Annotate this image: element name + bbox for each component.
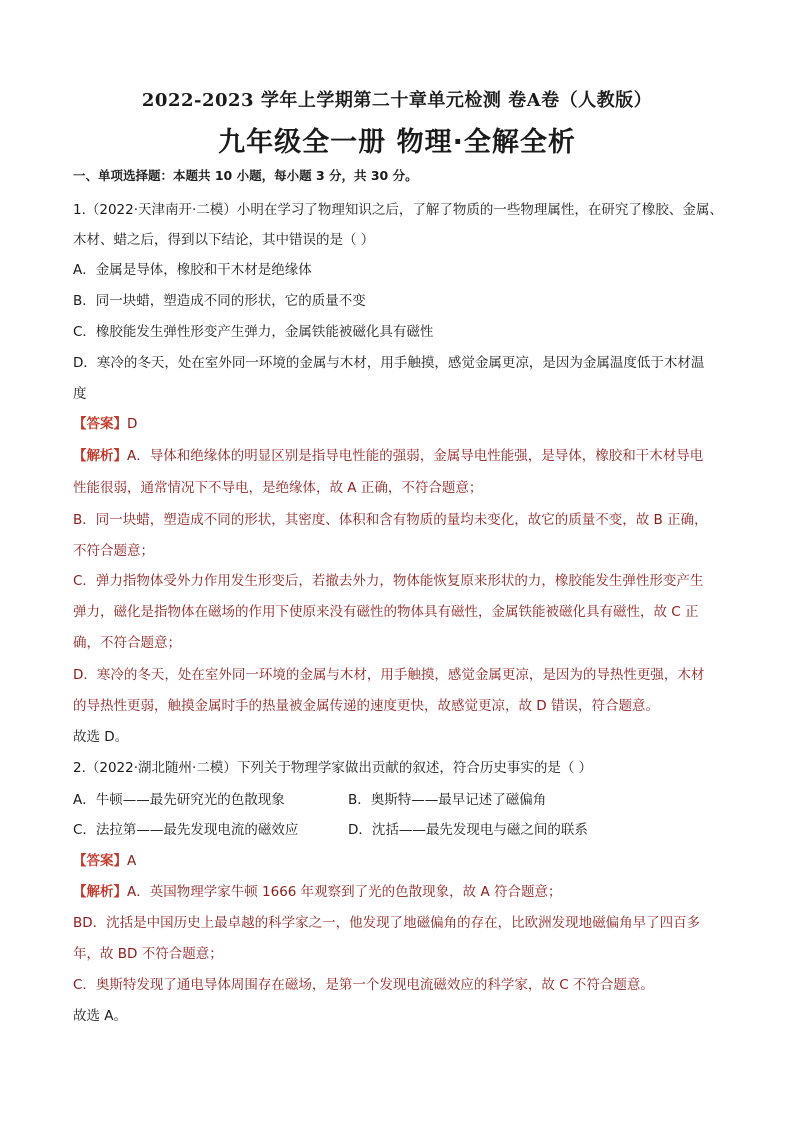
- answer-value: D: [127, 416, 138, 432]
- q1-analysis-d-line2: 的导热性更弱，触摸金属时手的热量被金属传递的速度更快，故感觉更凉，故 D 错误，符合题意。: [73, 698, 659, 714]
- doc-title: 2022-2023 学年上学期第二十章单元检测 卷A卷（人教版）: [141, 90, 653, 111]
- q2-option-c: C．法拉第——最先发现电流的磁效应: [73, 822, 299, 838]
- doc-subtitle: 九年级全一册 物理·全解全析: [218, 127, 576, 158]
- q1-analysis-c-line1: C．弹力指物体受外力作用发生形变后，若撤去外力，物体能恢复原来形状的力，橡胶能发生弹性形变产生: [73, 573, 704, 589]
- q1-stem-line1: 1.（2022·天津南开·二模）小明在学习了物理知识之后，了解了物质的一些物理属性，在研究了橡胶、金属、: [73, 202, 723, 218]
- answer-tag: 【答案】: [73, 416, 127, 432]
- q2-analysis-bd-line1: BD．沈括是中国历史上最卓越的科学家之一，他发现了地磁偏角的存在，比欧洲发现地磁偏角早了四百多: [73, 915, 701, 931]
- analysis-text: A．英国物理学家牛顿 1666 年观察到了光的色散现象，故 A 符合题意；: [127, 884, 562, 900]
- q1-answer: [73, 414, 733, 434]
- q2-conclusion: 故选 A。: [73, 1008, 128, 1024]
- q1-option-c: C．橡胶能发生弹性形变产生弹力，金属铁能被磁化具有磁性: [73, 324, 434, 340]
- q1-analysis-c-line3: 确，不符合题意；: [73, 635, 181, 651]
- q1-analysis-b-line2: 不符合题意；: [73, 543, 154, 559]
- q1-option-d-line2: 度: [73, 386, 87, 402]
- q2-analysis-a-line1: [73, 882, 733, 902]
- q1-option-a: A．金属是导体，橡胶和干木材是绝缘体: [73, 262, 312, 278]
- q2-option-b: B．奥斯特——最早记述了磁偏角: [348, 792, 547, 808]
- q1-stem-line2: 木材、蜡之后，得到以下结论，其中错误的是（ ）: [73, 232, 375, 248]
- q1-analysis-a-line2: 性能很弱，通常情况下不导电，是绝缘体，故 A 正确，不符合题意；: [73, 480, 483, 496]
- q2-analysis-c-line1: C．奥斯特发现了通电导体周围存在磁场，是第一个发现电流磁效应的科学家，故 C 不符合题意。: [73, 977, 654, 993]
- q2-options-row2: [73, 820, 733, 840]
- answer-value: A: [127, 853, 137, 869]
- q2-option-a: A．牛顿——最先研究光的色散现象: [73, 792, 285, 808]
- q1-option-b: B．同一块蜡，塑造成不同的形状，它的质量不变: [73, 293, 366, 309]
- analysis-text: A．导体和绝缘体的明显区别是指导电性能的强弱，金属导电性能强，是导体，橡胶和干木材导电: [127, 448, 704, 464]
- analysis-tag: 【解析】: [73, 884, 127, 900]
- q2-options-row1: [73, 790, 733, 810]
- analysis-tag: 【解析】: [73, 448, 127, 464]
- q2-answer: [73, 851, 733, 871]
- q2-stem: 2.（2022·湖北随州·二模）下列关于物理学家做出贡献的叙述，符合历史事实的是（ ）: [73, 760, 593, 776]
- q1-analysis-b-line1: B．同一块蜡，塑造成不同的形状，其密度、体积和含有物质的量均未变化，故它的质量不变，故 B 正确，: [73, 512, 708, 528]
- q2-analysis-bd-line2: 年，故 BD 不符合题意；: [73, 946, 223, 962]
- q1-analysis-d-line1: D．寒冷的冬天，处在室外同一环境的金属与木材，用手触摸，感觉金属更凉，是因为的导热性更强，木材: [73, 667, 705, 683]
- q1-analysis-a-line1: [73, 446, 733, 466]
- q1-analysis-c-line2: 弹力，磁化是指物体在磁场的作用下使原来没有磁性的物体具有磁性，金属铁能被磁化具有磁性，故 C 正: [73, 604, 699, 620]
- q1-conclusion: 故选 D。: [73, 729, 129, 745]
- section-heading: 一、单项选择题：本题共 10 小题，每小题 3 分，共 30 分。: [73, 168, 418, 183]
- q1-option-d-line1: D．寒冷的冬天，处在室外同一环境的金属与木材，用手触摸，感觉金属更凉，是因为金属温度低于木材温: [73, 355, 705, 371]
- q2-option-d: D．沈括——最先发现电与磁之间的联系: [348, 822, 588, 838]
- answer-tag: 【答案】: [73, 853, 127, 869]
